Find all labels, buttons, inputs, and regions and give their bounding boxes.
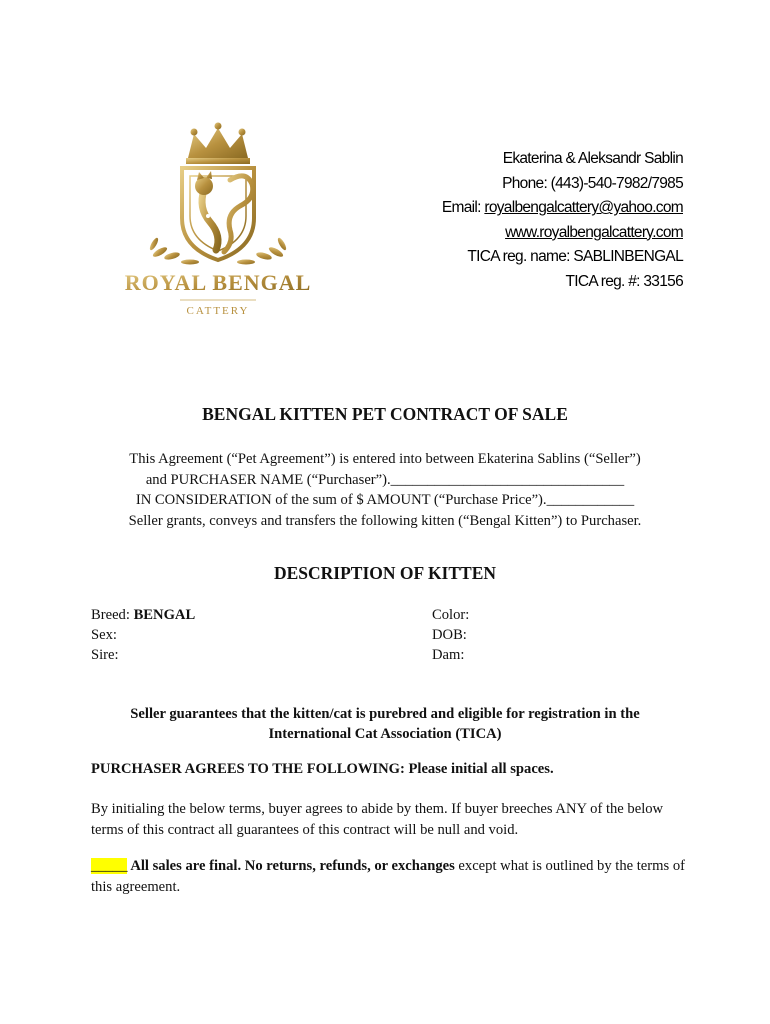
email-label: Email: [441, 199, 485, 217]
intro-line: and PURCHASER NAME (“Purchaser”).________________________________ [145, 471, 625, 488]
description-right-column [432, 606, 469, 665]
sire-label: Sire: [91, 646, 119, 663]
seller-guarantee [0, 704, 770, 744]
dob-label: DOB: [432, 626, 467, 643]
breed-value: BENGAL [133, 607, 196, 623]
royal-bengal-cattery-logo [120, 120, 330, 320]
contact-email-row [442, 196, 683, 221]
breed-label: Breed: [91, 607, 134, 623]
term-all-sales-final [91, 856, 691, 897]
tica-registration-number: TICA reg. #: 33156 [565, 272, 683, 290]
brand-name: ROYAL BENGAL [124, 270, 312, 295]
breed-field [91, 606, 195, 626]
color-label: Color: [432, 607, 470, 623]
website-link[interactable]: www.royalbengalcattery.com [505, 223, 683, 241]
contact-phone: Phone: (443)-540-7982/7985 [502, 174, 683, 192]
term-rest-text: except what is outlined by the terms of this agreement. [91, 858, 685, 895]
initial-terms-paragraph: By initialing the below terms, buyer agrees to abide by them. If buyer breeches ANY of the below terms of this contract all guarantees of this contract will be null and void. [91, 801, 664, 838]
intro-line: Seller grants, conveys and transfers the following kitten (“Bengal Kitten”) to Purchaser. [128, 512, 642, 529]
email-link[interactable]: royalbengalcattery@yahoo.com [484, 199, 683, 217]
description-left-column [91, 606, 195, 665]
intro-line: This Agreement (“Pet Agreement”) is entered into between Ekaterina Sablins (“Seller”) [129, 451, 641, 467]
brand-subtitle: CATTERY [186, 305, 250, 317]
tica-registered-name: TICA reg. name: SABLINBENGAL [467, 248, 683, 266]
document-title: BENGAL KITTEN PET CONTRACT OF SALE [202, 404, 568, 424]
crown-icon [186, 123, 250, 165]
guarantee-line: Seller guarantees that the kitten/cat is purebred and eligible for registration in the [130, 706, 640, 722]
term-bold-text: All sales are final. No returns, refunds, or exchanges [127, 858, 455, 874]
description-heading: DESCRIPTION OF KITTEN [273, 563, 497, 583]
agreement-intro [0, 449, 770, 531]
dam-label: Dam: [432, 646, 465, 663]
contact-block [442, 147, 683, 295]
intro-line: IN CONSIDERATION of the sum of $ AMOUNT (“Purchase Price”).____________ [135, 492, 635, 508]
contact-name: Ekaterina & Aleksandr Sablin [502, 150, 683, 167]
sex-label: Sex: [91, 626, 117, 643]
guarantee-line: International Cat Association (TICA) [268, 726, 502, 742]
bengal-cat-icon [195, 171, 253, 252]
purchaser-agrees-heading: PURCHASER AGREES TO THE FOLLOWING: Please initial all spaces. [91, 761, 554, 777]
initial-blank-field[interactable]: _____ [91, 858, 128, 874]
